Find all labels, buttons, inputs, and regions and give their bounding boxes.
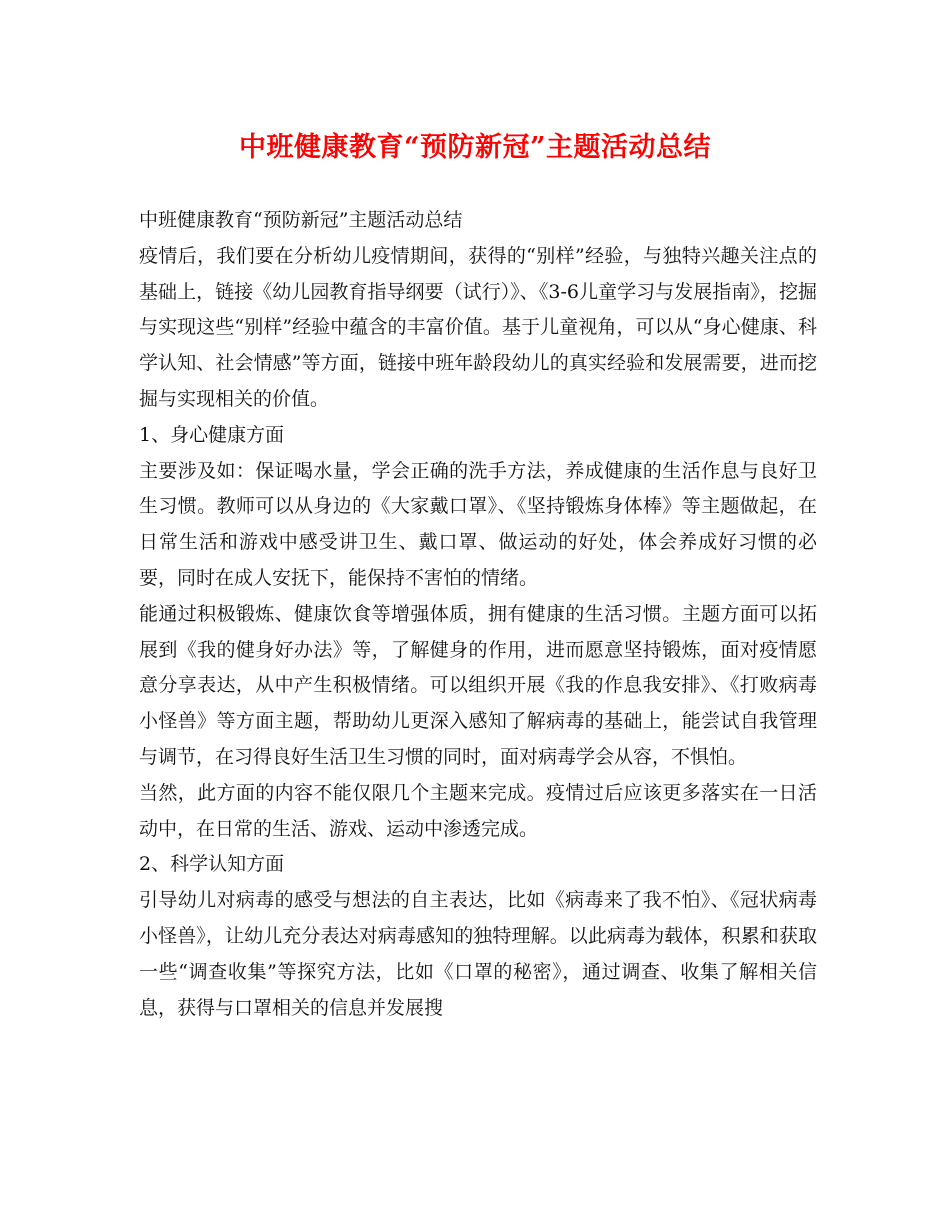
document-title: 中班健康教育“预防新冠”主题活动总结 [238, 132, 712, 163]
section-heading-scientific-cognition: 2、科学认知方面 [139, 853, 285, 876]
section-heading-physical-mental-health: 1、身心健康方面 [139, 423, 285, 446]
paragraph-daily-activities: 当然，此方面的内容不能仅限几个主题来完成。疫情过后应该更多落实在一日活动中，在日常的生活、游戏、运动中渗透完成。 [139, 781, 817, 840]
paragraph-health-habits: 主要涉及如：保证喝水量，学会正确的洗手方法，养成健康的生活作息与良好卫生习惯。教师可以从身边的《大家戴口罩》、《坚持锻炼身体棒》等主题做起，在日常生活和游戏中感受讲卫生、戴口罩、做运动的好处，体会养成好习惯的必要，同时在成人安抚下，能保持不害怕的情绪。 [139, 459, 817, 589]
paragraph-subtitle: 中班健康教育“预防新冠”主题活动总结 [139, 209, 463, 231]
document-body [139, 203, 817, 1026]
paragraph-exercise: 能通过积极锻炼、健康饮食等增强体质，拥有健康的生活习惯。主题方面可以拓展到《我的健身好办法》等，了解健身的作用，进而愿意坚持锻炼，面对疫情愿意分享表达，从中产生积极情绪。可以组织开展《我的作息我安排》、《打败病毒小怪兽》等方面主题，帮助幼儿更深入感知了解病毒的基础上，能尝试自我管理与调节，在习得良好生活卫生习惯的同时，面对病毒学会从容，不惧怕。 [139, 602, 817, 768]
paragraph-virus-exploration: 引导幼儿对病毒的感受与想法的自主表达，比如《病毒来了我不怕》、《冠状病毒小怪兽》，让幼儿充分表达对病毒感知的独特理解。以此病毒为载体，积累和获取一些“调查收集”等探究方法，比如《口罩的秘密》，通过调查、收集了解相关信息，获得与口罩相关的信息并发展搜 [139, 889, 817, 1019]
paragraph-intro: 疫情后，我们要在分析幼儿疫情期间，获得的“别样”经验，与独特兴趣关注点的基础上，链接《幼儿园教育指导纲要（试行）》、《3-6儿童学习与发展指南》，挖掘与实现这些“别样”经验中蕴含的丰富价值。基于儿童视角，可以从“身心健康、科学认知、社会情感”等方面，链接中班年龄段幼儿的真实经验和发展需要，进而挖掘与实现相关的价值。 [139, 244, 817, 410]
